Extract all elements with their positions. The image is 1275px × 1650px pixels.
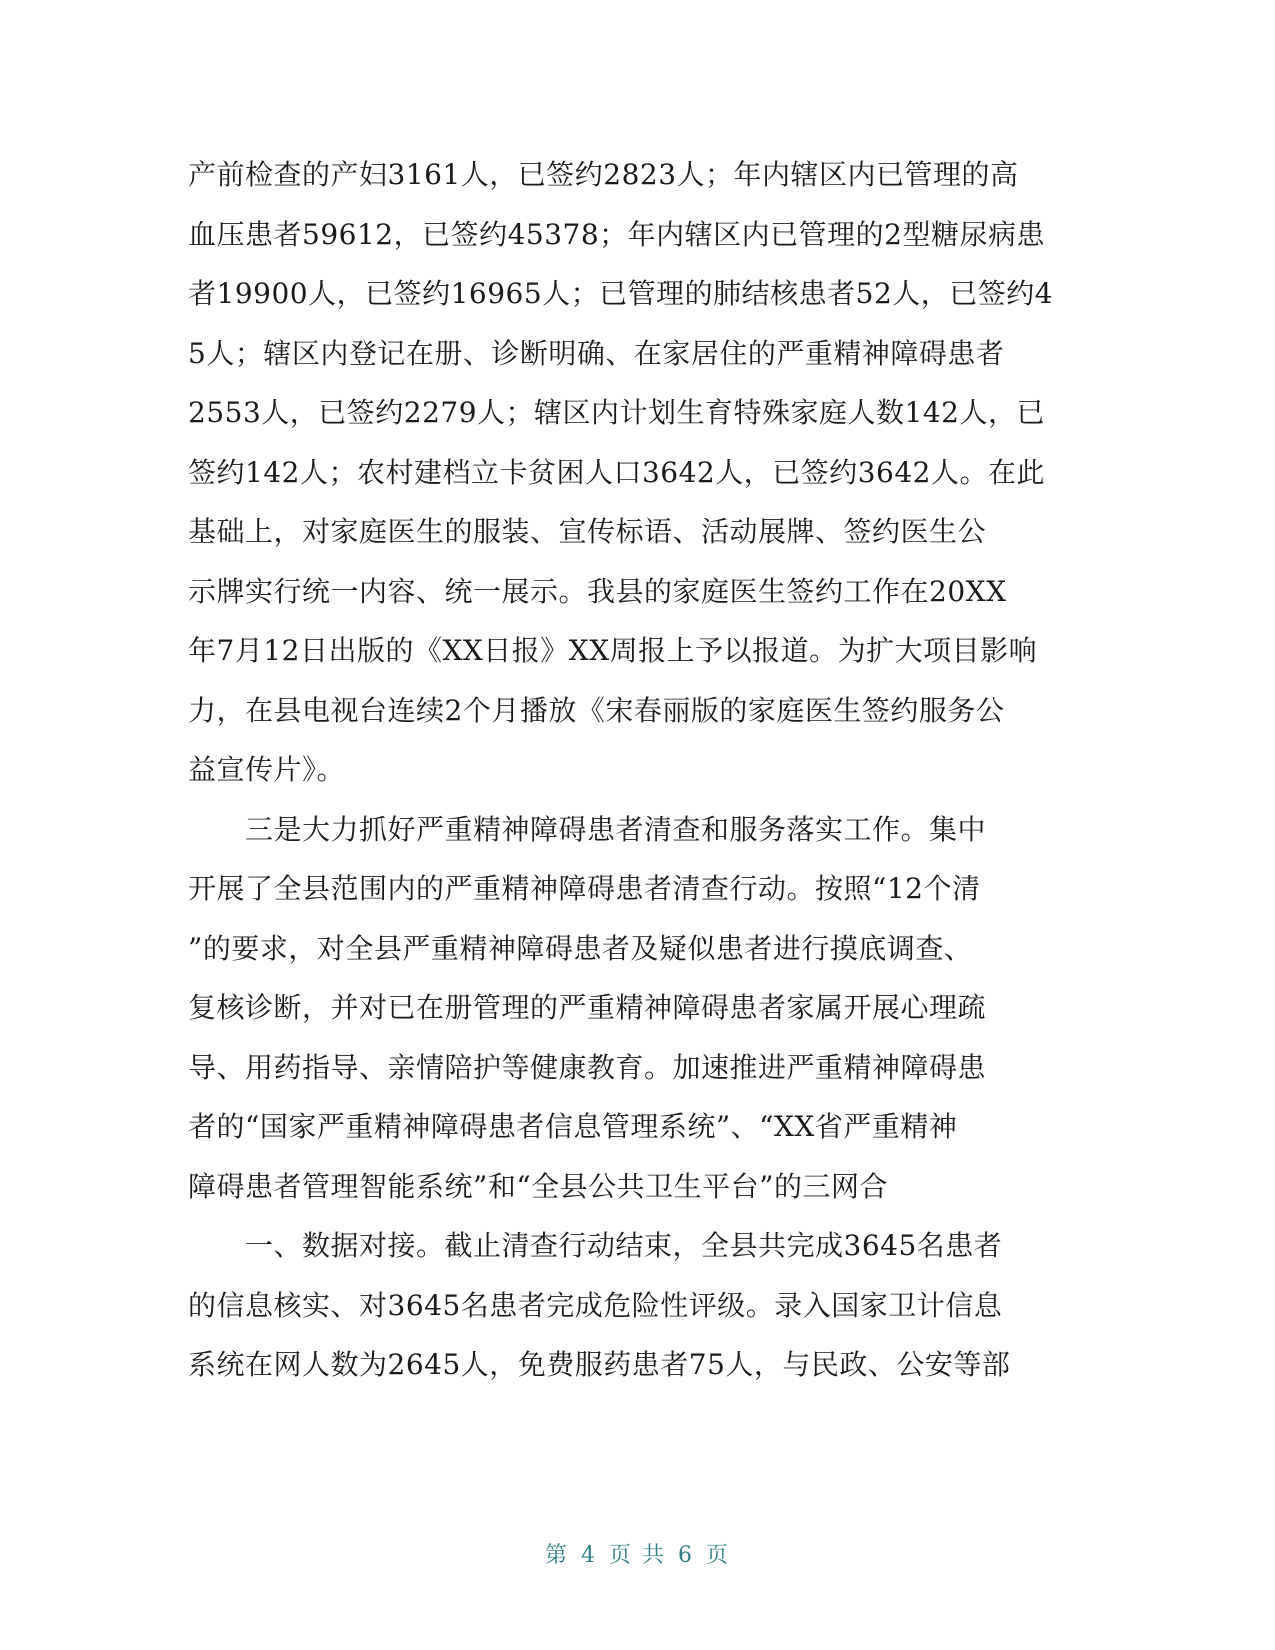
text-line: 2553人，已签约2279人；辖区内计划生育特殊家庭人数142人，已 bbox=[188, 396, 1045, 429]
text-line: 者的“国家严重精神障碍患者信息管理系统”、“XX省严重精神 bbox=[188, 1110, 958, 1143]
text-line: 益宣传片》。 bbox=[188, 753, 346, 786]
page-prefix: 第 bbox=[544, 1543, 569, 1568]
text-line: 者19900人，已签约16965人；已管理的肺结核患者52人，已签约4 bbox=[188, 277, 1054, 310]
page-total: 6 bbox=[678, 1543, 694, 1568]
page-number-footer bbox=[0, 1538, 1275, 1569]
text-line: 开展了全县范围内的严重精神障碍患者清查行动。按照“12个清 bbox=[188, 872, 981, 905]
text-line: 一、数据对接。截止清查行动结束，全县共完成3645名患者 bbox=[188, 1229, 1003, 1262]
body-text bbox=[188, 145, 1088, 1395]
text-line: 示牌实行统一内容、统一展示。我县的家庭医生签约工作在20XX bbox=[188, 574, 1007, 608]
text-line: 产前检查的产妇3161人，已签约2823人；年内辖区内已管理的高 bbox=[188, 158, 1019, 191]
text-line: 的信息核实、对3645名患者完成危险性评级。录入国家卫计信息 bbox=[188, 1288, 1003, 1322]
text-line: 血压患者59612，已签约45378；年内辖区内已管理的2型糖尿病患 bbox=[188, 217, 1045, 251]
text-line: ”的要求，对全县严重精神障碍患者及疑似患者进行摸底调查、 bbox=[188, 931, 973, 965]
text-line: 导、用药指导、亲情陪护等健康教育。加速推进严重精神障碍患 bbox=[188, 1050, 987, 1084]
text-line: 年7月12日出版的《XX日报》XX周报上予以报道。为扩大项目影响 bbox=[188, 634, 1038, 667]
text-line: 复核诊断，并对已在册管理的严重精神障碍患者家属开展心理疏 bbox=[188, 991, 987, 1024]
text-line: 三是大力抓好严重精神障碍患者清查和服务落实工作。集中 bbox=[188, 812, 987, 846]
text-line: 力，在县电视台连续2个月播放《宋春丽版的家庭医生签约服务公 bbox=[188, 693, 1005, 727]
text-line: 签约142人；农村建档立卡贫困人口3642人，已签约3642人。在此 bbox=[188, 455, 1045, 489]
text-line: 障碍患者管理智能系统”和“全县公共卫生平台”的三网合 bbox=[188, 1169, 888, 1203]
text-line: 系统在网人数为2645人，免费服药患者75人，与民政、公安等部 bbox=[188, 1348, 1011, 1381]
page-suffix: 页 bbox=[706, 1543, 731, 1568]
page-current: 4 bbox=[581, 1543, 597, 1568]
page-mid: 页 共 bbox=[609, 1543, 666, 1568]
text-line: 基础上，对家庭医生的服装、宣传标语、活动展牌、签约医生公 bbox=[188, 515, 987, 548]
text-line: 5人；辖区内登记在册、诊断明确、在家居住的严重精神障碍患者 bbox=[188, 336, 1005, 370]
